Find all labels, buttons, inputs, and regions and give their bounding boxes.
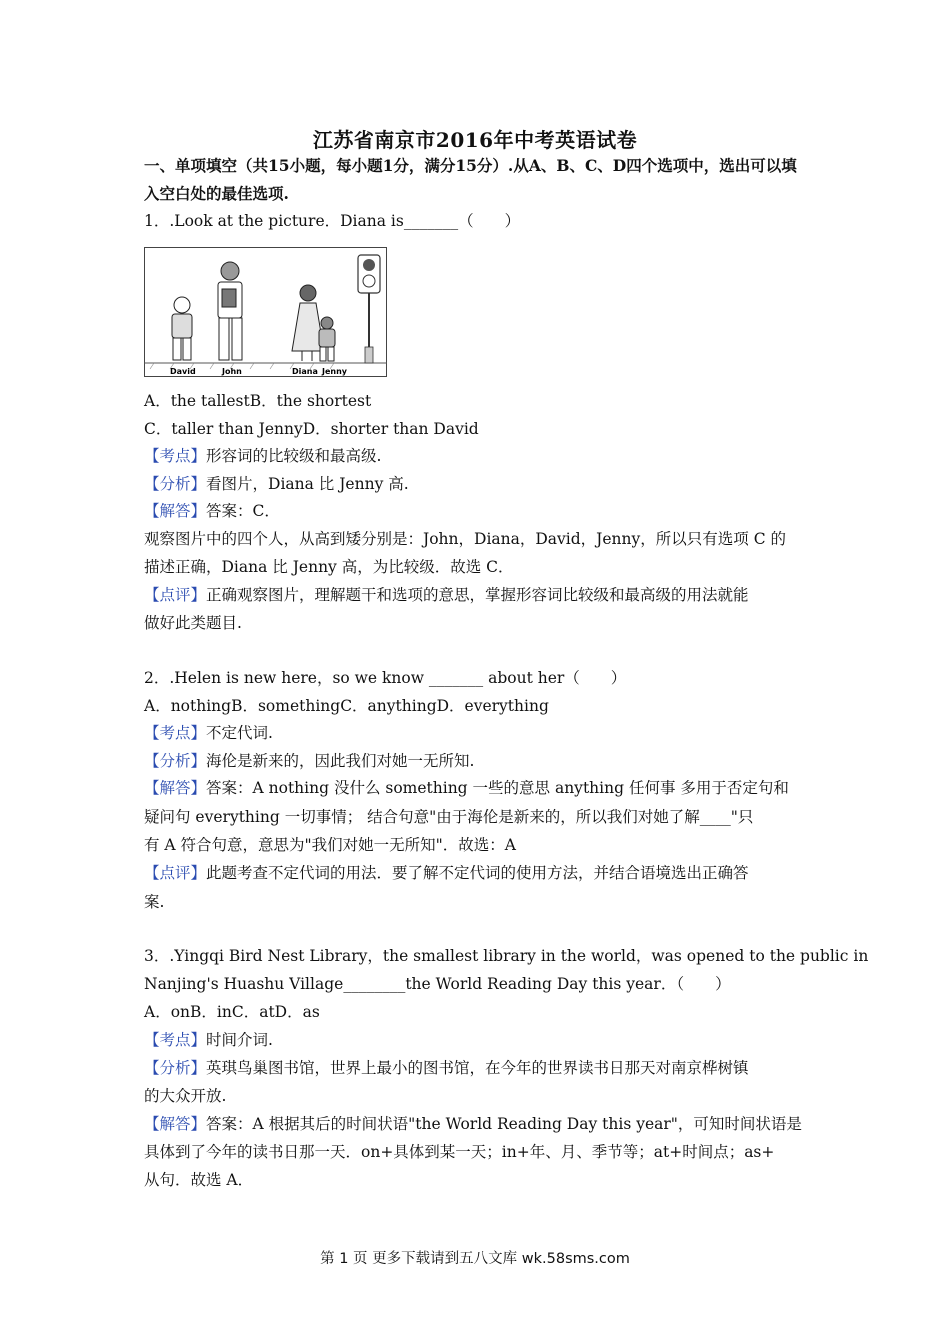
figure-label-jenny: Jenny (322, 367, 348, 376)
kaodian-tag: 【考点】 (144, 447, 207, 465)
kaodian-tag: 【考点】 (144, 1031, 207, 1049)
q2-kaodian: 【考点】不定代词. (144, 724, 273, 742)
q1-jieda: 【解答】答案：C． (144, 502, 280, 520)
q3-fenxi: 【分析】英琪鸟巢图书馆，世界上最小的图书馆，在今年的世界读书日那天对南京桦树镇 (144, 1059, 749, 1077)
q2-fenxi: 【分析】海伦是新来的，因此我们对她一无所知. (144, 752, 475, 770)
q3-fenxi-line2: 的大众开放. (144, 1087, 227, 1105)
fenxi-tag: 【分析】 (144, 475, 207, 493)
q1-dianping: 【点评】正确观察图片，理解题干和选项的意思，掌握形容词比较级和最高级的用法就能 (144, 586, 749, 604)
q3-jieda-line2: 具体到了今年的读书日那一天．on+具体到某一天；in+年、月、季节等；at+时间点；as+ (144, 1143, 775, 1161)
section-heading: 一、单项填空（共15小题，每小题1分，满分15分）.从A、B、C、D四个选项中，选出可以填入空白处的最佳选项. (144, 156, 797, 203)
dianping-tag: 【点评】 (144, 586, 207, 604)
q1-options-ab: A．the tallestB．the shortest (144, 392, 372, 410)
q1-stem: 1．.Look at the picture．Diana is_______（ ） (144, 212, 521, 230)
q2-jieda: 【解答】答案：A nothing 没什么 something 一些的意思 anything 任何事 多用于否定句和 (144, 779, 789, 797)
figure-label-john: John (222, 367, 242, 376)
figure-label-david: David (170, 367, 196, 376)
dianping-tag: 【点评】 (144, 864, 207, 882)
q3-options: A．onB．inC．atD．as (144, 1003, 320, 1021)
page-footer: 第 1 页 更多下载请到五八文库 wk.58sms.com (320, 1251, 630, 1267)
q1-jieda-line3: 描述正确，Diana 比 Jenny 高，为比较级．故选 C． (144, 558, 514, 576)
q1-picture (144, 247, 387, 377)
kaodian-tag: 【考点】 (144, 724, 207, 742)
q3-kaodian: 【考点】时间介词. (144, 1031, 273, 1049)
q1-options-cd: C．taller than JennyD．shorter than David (144, 420, 479, 438)
q1-jieda-line2: 观察图片中的四个人，从高到矮分别是：John，Diana，David，Jenny，所以只有选项 C 的 (144, 530, 786, 548)
q1-dianping-line2: 做好此类题目. (144, 614, 242, 632)
q2-dianping: 【点评】此题考查不定代词的用法．要了解不定代词的使用方法，并结合语境选出正确答 (144, 864, 749, 882)
q2-stem: 2．.Helen is new here，so we know _______ about her（ ） (144, 669, 627, 687)
q2-jieda-line2: 疑问句 everything 一切事情； 结合句意"由于海伦是新来的，所以我们对她了解____"只 (144, 808, 754, 826)
fenxi-tag: 【分析】 (144, 1059, 207, 1077)
q3-jieda: 【解答】答案：A 根据其后的时间状语"the World Reading Day this year"，可知时间状语是 (144, 1115, 802, 1133)
q3-jieda-line3: 从句．故选 A． (144, 1171, 254, 1189)
jieda-tag: 【解答】 (144, 779, 207, 797)
jieda-tag: 【解答】 (144, 1115, 207, 1133)
q2-dianping-line2: 案. (144, 893, 165, 911)
q1-kaodian: 【考点】形容词的比较级和最高级. (144, 447, 382, 465)
q2-options: A．nothingB．somethingC．anythingD．everything (144, 697, 549, 715)
fenxi-tag: 【分析】 (144, 752, 207, 770)
q1-fenxi: 【分析】看图片，Diana 比 Jenny 高. (144, 475, 409, 493)
figure-label-diana: Diana (292, 367, 318, 376)
q3-stem-line2: Nanjing's Huashu Village________the World Reading Day this year．（ ） (144, 975, 731, 993)
q2-jieda-line3: 有 A 符合句意，意思为"我们对她一无所知"．故选：A (144, 836, 517, 854)
q3-stem: 3．.Yingqi Bird Nest Library，the smallest library in the world，was opened to the public in (144, 947, 869, 965)
page-title: 江苏省南京市2016年中考英语试卷 (312, 128, 638, 152)
jieda-tag: 【解答】 (144, 502, 207, 520)
